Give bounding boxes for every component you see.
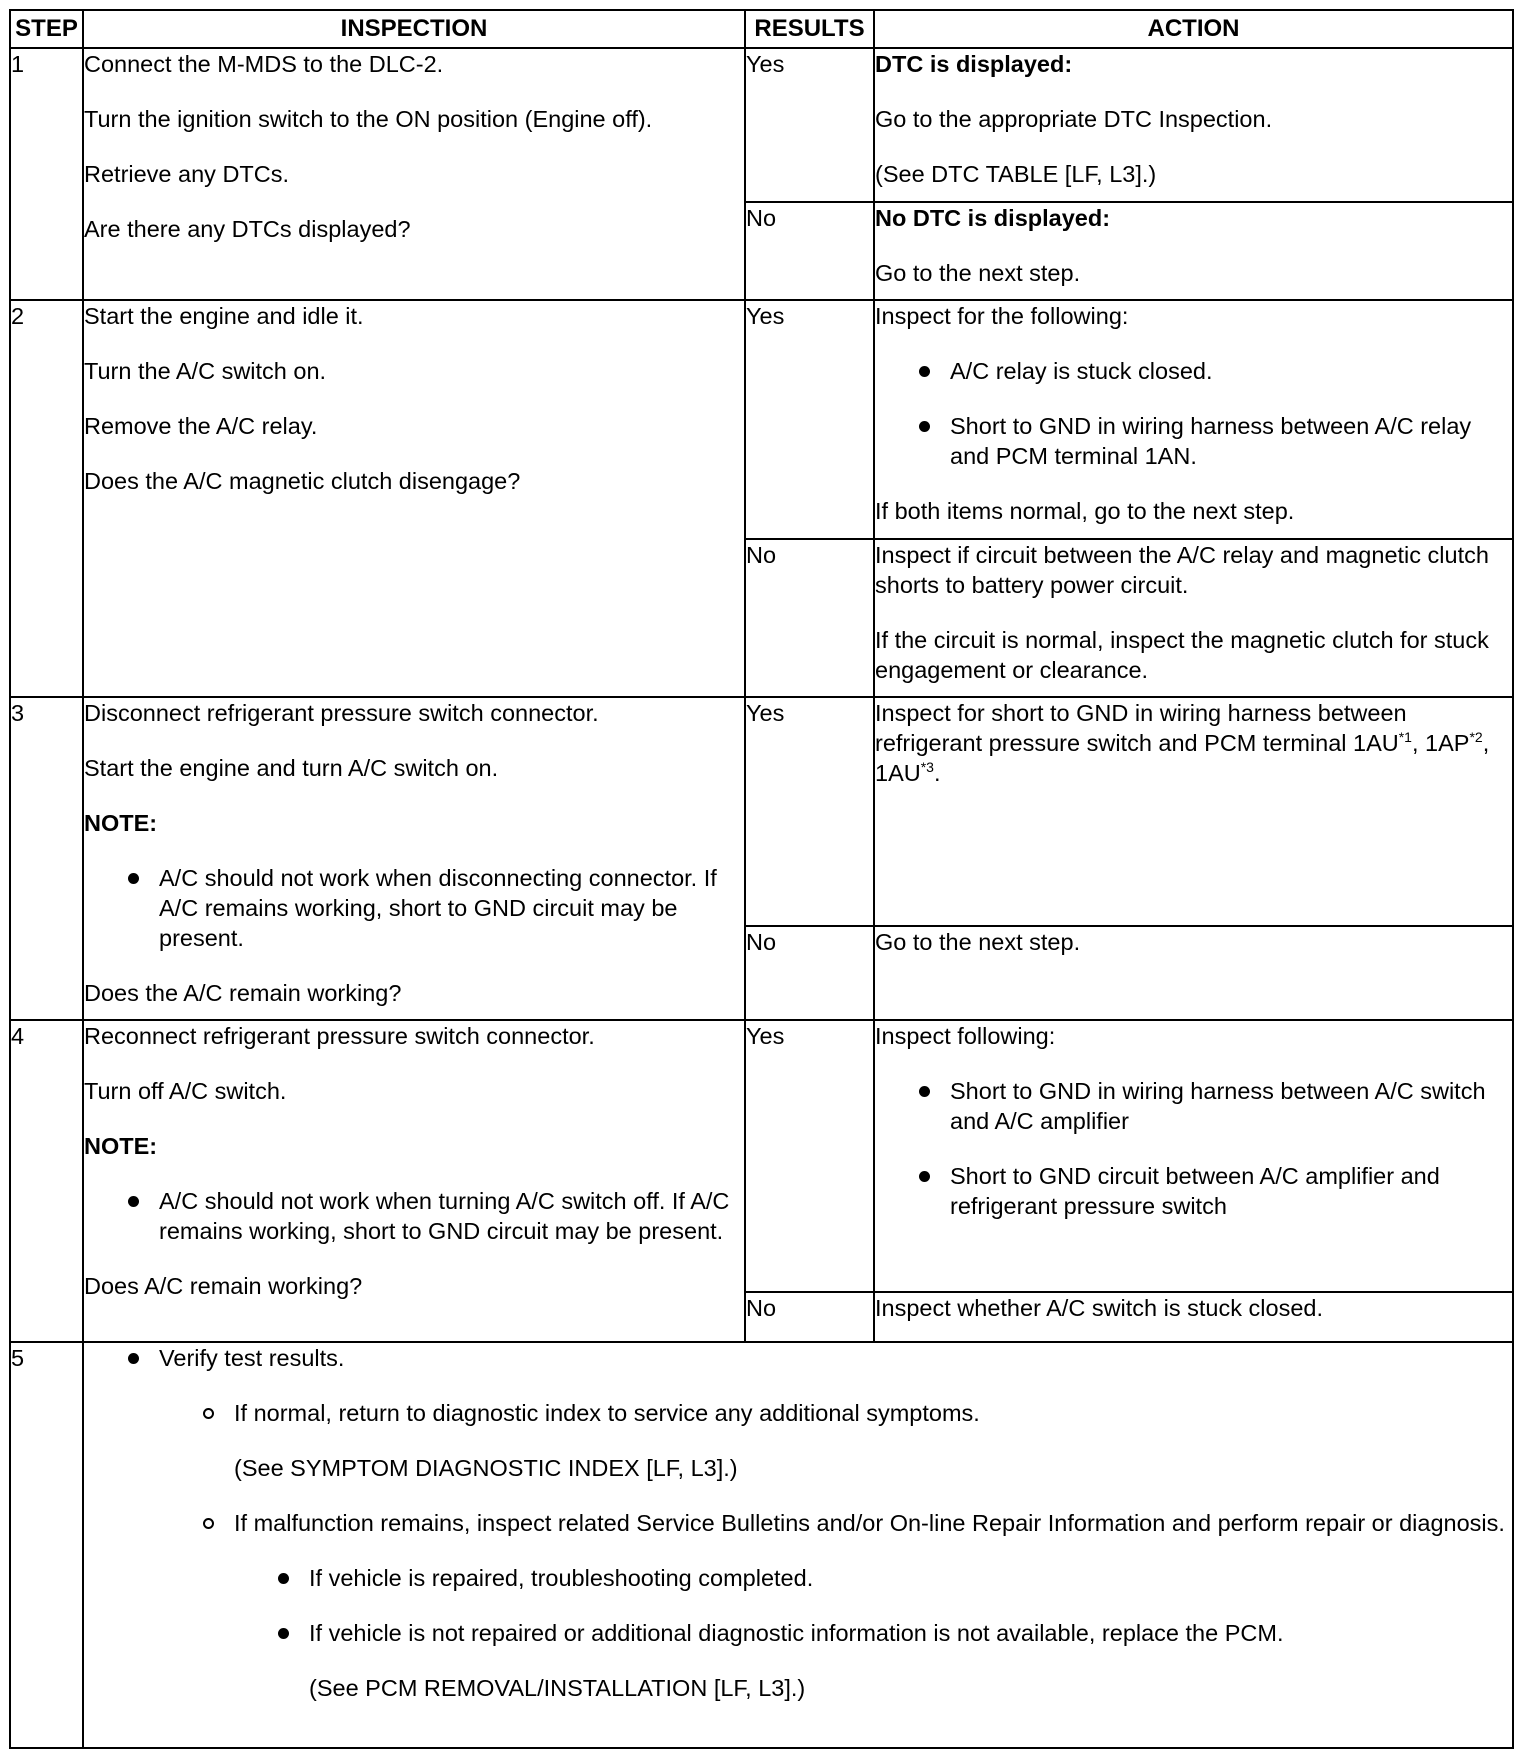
bullet-item: Short to GND in wiring harness between A/C switch and A/C amplifier — [875, 1076, 1512, 1136]
step-1-row-yes — [10, 48, 1513, 202]
bullet-item: If vehicle is repaired, troubleshooting completed. — [234, 1563, 1512, 1593]
step-2-action-yes-bullets — [875, 356, 1512, 471]
step-4-result-no: No — [745, 1292, 874, 1342]
step-5-not-repaired: If vehicle is not repaired or additional diagnostic information is not available, replace the PCM. — [309, 1620, 1284, 1646]
step-4-action-yes-bullets — [875, 1076, 1512, 1221]
step-5-bullets — [84, 1343, 1512, 1373]
step-3-action-no — [874, 926, 1513, 1020]
step-2-inspection-line: Start the engine and idle it. — [84, 303, 364, 329]
footnote-mark-1: *1 — [1398, 729, 1412, 745]
step-5-content — [83, 1342, 1513, 1748]
step-1-inspection-question: Are there any DTCs displayed? — [84, 216, 411, 242]
step-2-action-no-line: If the circuit is normal, inspect the magnetic clutch for stuck engagement or clearance. — [875, 627, 1489, 683]
footnote-mark-2: *2 — [1469, 729, 1483, 745]
step-4-result-yes: Yes — [745, 1020, 874, 1292]
step-3-action-no-text: Go to the next step. — [875, 929, 1081, 955]
diagnostic-table — [9, 9, 1514, 1749]
step-4-inspection-question: Does A/C remain working? — [84, 1273, 363, 1299]
sub-list-item — [159, 1508, 1512, 1703]
step-5-normal: If normal, return to diagnostic index to service any additional symptoms. — [234, 1400, 980, 1426]
step-3-inspection-line: Disconnect refrigerant pressure switch connector. — [84, 700, 599, 726]
step-3-note-label: NOTE: — [84, 810, 158, 836]
bullet-item: Verify test results. — [84, 1343, 1512, 1373]
header-action: ACTION — [874, 10, 1513, 48]
step-1-inspection-line: Connect the M-MDS to the DLC-2. — [84, 51, 444, 77]
bullet-item: A/C relay is stuck closed. — [875, 356, 1512, 386]
step-2-action-yes-intro: Inspect for the following: — [875, 303, 1129, 329]
step-3-action-yes — [874, 697, 1513, 926]
sub-list-item — [159, 1398, 1512, 1483]
header-results: RESULTS — [745, 10, 874, 48]
step-1-inspection — [83, 48, 745, 300]
step-1-action-yes-line: (See DTC TABLE [LF, L3].) — [875, 161, 1157, 187]
step-5-number: 5 — [10, 1342, 83, 1748]
step-3-inspection-question: Does the A/C remain working? — [84, 980, 402, 1006]
step-4-action-yes-intro: Inspect following: — [875, 1023, 1056, 1049]
step-4-note-label: NOTE: — [84, 1133, 158, 1159]
step-2-action-yes — [874, 300, 1513, 539]
step-3-result-no: No — [745, 926, 874, 1020]
step-5-malfunction: If malfunction remains, inspect related Service Bulletins and/or On-line Repair Information and perform repair or diagnosis. — [234, 1510, 1505, 1536]
step-1-action-no — [874, 202, 1513, 300]
step-2-inspection-line: Turn the A/C switch on. — [84, 358, 327, 384]
step-1-inspection-line: Turn the ignition switch to the ON position (Engine off). — [84, 106, 653, 132]
step-1-result-yes: Yes — [745, 48, 874, 202]
step-4-inspection — [83, 1020, 745, 1342]
step-4-number: 4 — [10, 1020, 83, 1342]
header-inspection: INSPECTION — [83, 10, 745, 48]
step-3-action-end: . — [933, 760, 941, 786]
step-1-action-no-line: Go to the next step. — [875, 260, 1081, 286]
footnote-mark-3: *3 — [920, 759, 934, 775]
step-3-action-terminal-3: , 1AU — [875, 730, 1490, 786]
step-4-action-no-text: Inspect whether A/C switch is stuck closed. — [875, 1295, 1323, 1321]
step-3-action-yes-text — [875, 698, 1512, 788]
step-5-pcm-ref: (See PCM REMOVAL/INSTALLATION [LF, L3].) — [309, 1675, 806, 1701]
step-3-note-bullets — [84, 863, 744, 953]
step-1-result-no: No — [745, 202, 874, 300]
step-2-action-yes-outro: If both items normal, go to the next step. — [875, 498, 1295, 524]
step-2-number: 2 — [10, 300, 83, 697]
step-3-action-text: Inspect for short to GND in wiring harness between refrigerant pressure switch and PCM terminal 1AU — [875, 700, 1407, 756]
bullet-item: Short to GND circuit between A/C amplifier and refrigerant pressure switch — [875, 1161, 1512, 1221]
bullet-item: A/C should not work when turning A/C switch off. If A/C remains working, short to GND circuit may be present. — [84, 1186, 744, 1246]
step-3-number: 3 — [10, 697, 83, 1020]
step-3-row-yes — [10, 697, 1513, 926]
step-3-inspection — [83, 697, 745, 1020]
bullet-item: Short to GND in wiring harness between A/C relay and PCM terminal 1AN. — [875, 411, 1512, 471]
step-4-row-yes — [10, 1020, 1513, 1292]
step-1-action-yes-line: Go to the appropriate DTC Inspection. — [875, 106, 1273, 132]
step-2-action-no — [874, 539, 1513, 697]
step-4-inspection-line: Turn off A/C switch. — [84, 1078, 287, 1104]
step-5-normal-ref: (See SYMPTOM DIAGNOSTIC INDEX [LF, L3].) — [234, 1455, 738, 1481]
bullet-item: A/C should not work when disconnecting connector. If A/C remains working, short to GND circuit may be present. — [84, 863, 744, 953]
step-1-action-no-title: No DTC is displayed: — [875, 205, 1111, 231]
bullet-item — [234, 1618, 1512, 1703]
step-2-inspection — [83, 300, 745, 697]
step-4-inspection-line: Reconnect refrigerant pressure switch connector. — [84, 1023, 595, 1049]
step-2-result-yes: Yes — [745, 300, 874, 539]
step-1-number: 1 — [10, 48, 83, 300]
step-3-inspection-line: Start the engine and turn A/C switch on. — [84, 755, 499, 781]
step-5-sub-list — [84, 1398, 1512, 1703]
step-4-action-no — [874, 1292, 1513, 1342]
step-2-action-no-line: Inspect if circuit between the A/C relay and magnetic clutch shorts to battery power circuit. — [875, 542, 1489, 598]
header-step: STEP — [10, 10, 83, 48]
step-3-action-terminal-2: , 1AP — [1411, 730, 1470, 756]
step-5-row — [10, 1342, 1513, 1748]
step-1-action-yes-title: DTC is displayed: — [875, 51, 1073, 77]
step-2-inspection-question: Does the A/C magnetic clutch disengage? — [84, 468, 521, 494]
step-3-result-yes: Yes — [745, 697, 874, 926]
step-1-action-yes — [874, 48, 1513, 202]
step-1-inspection-line: Retrieve any DTCs. — [84, 161, 290, 187]
step-2-inspection-line: Remove the A/C relay. — [84, 413, 318, 439]
step-5-malfunction-bullets — [234, 1563, 1512, 1703]
step-4-note-bullets — [84, 1186, 744, 1246]
header-row — [10, 10, 1513, 48]
step-4-action-yes — [874, 1020, 1513, 1292]
step-2-row-yes — [10, 300, 1513, 539]
step-2-result-no: No — [745, 539, 874, 697]
